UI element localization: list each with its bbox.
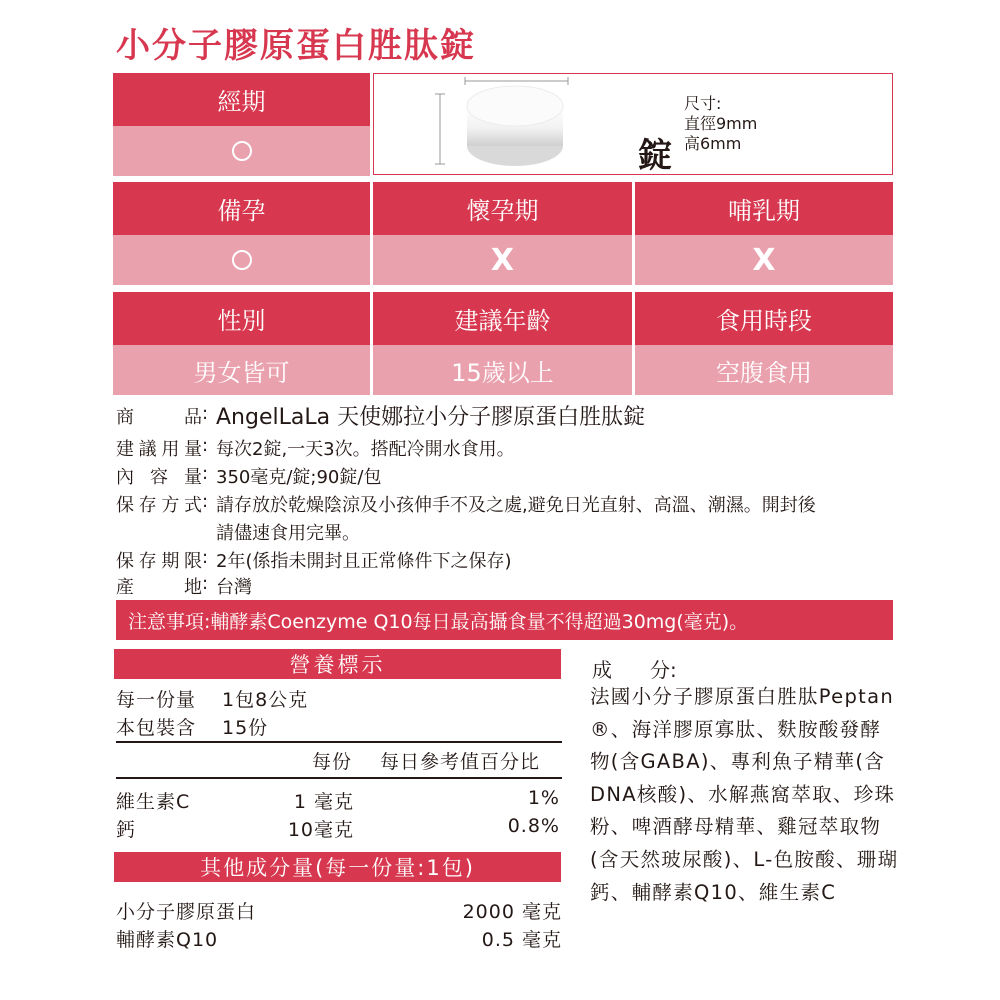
grid-gender-value: 男女皆可 xyxy=(113,345,370,395)
page-title: 小分子膠原蛋白胜肽錠 xyxy=(116,26,476,66)
tablet-height: 高6mm xyxy=(684,134,742,153)
grid-pregnancy-prep-value xyxy=(113,235,370,285)
ingredients-label: 成 分: xyxy=(592,658,677,682)
info-value: 350毫克/錠;90錠/包 xyxy=(216,467,382,488)
info-label: 內 容 量 xyxy=(116,467,202,488)
nutrient-amount: 1 毫克 xyxy=(293,791,354,813)
nutrient-name: 鈣 xyxy=(116,819,137,841)
serving-size-label: 每一份量 xyxy=(116,689,197,711)
info-row-content: 內 容 量 : 350毫克/錠;90錠/包 xyxy=(116,463,382,488)
info-label: 保 存 方 式 xyxy=(116,495,202,516)
serving-size-value: 1包8公克 xyxy=(222,689,309,711)
grid-breastfeeding-header: 哺乳期 xyxy=(635,182,893,235)
circle-icon xyxy=(232,250,252,270)
info-label: 商 品 xyxy=(116,407,202,428)
nutrient-name: 維生素C xyxy=(116,791,191,813)
info-value: 2年(係指未開封且正常條件下之保存) xyxy=(216,551,512,572)
ingredients-text: 法國小分子膠原蛋白胜肽Peptan®、海洋膠原寡肽、麩胺酸發酵物(含GABA)、專利魚子精華(含DNA核酸)、水解燕窩萃取、珍珠粉、啤酒酵母精華、雞冠萃取物(含天然玻尿酸)、L-色胺酸、珊瑚鈣、輔酵素Q10、維生素C xyxy=(590,685,899,904)
info-value: 每次2錠,一天3次。搭配冷開水食用。 xyxy=(216,439,515,460)
tablet-illustration xyxy=(374,74,893,175)
info-row-storage: 保 存 方 式 : 請存放於乾燥陰涼及小孩伸手不及之處,避免日光直射、高溫、潮濕。開封後 xyxy=(116,491,816,516)
divider xyxy=(116,777,562,779)
info-value: 請存放於乾燥陰涼及小孩伸手不及之處,避免日光直射、高溫、潮濕。開封後 xyxy=(216,495,816,516)
info-row-origin: 產 地 : 台灣 xyxy=(116,573,252,598)
info-label: 建 議 用 量 xyxy=(116,439,202,460)
nutrition-title: 營養標示 xyxy=(114,649,561,679)
tablet-size-label: 尺寸: xyxy=(684,94,722,113)
other-ingredient-name: 輔酵素Q10 xyxy=(116,929,219,951)
info-value: AngelLaLa 天使娜拉小分子膠原蛋白胜肽錠 xyxy=(216,405,646,430)
info-row-dosage: 建 議 用 量 : 每次2錠,一天3次。搭配冷開水食用。 xyxy=(116,435,515,460)
grid-gender-header: 性別 xyxy=(113,292,370,345)
info-row-product: 商 品 : AngelLaLa 天使娜拉小分子膠原蛋白胜肽錠 xyxy=(116,403,645,431)
grid-timing-header: 食用時段 xyxy=(635,292,893,345)
info-storage-continued: 請儘速食用完畢。 xyxy=(216,523,360,544)
info-row-shelf-life: 保 存 期 限 : 2年(係指未開封且正常條件下之保存) xyxy=(116,547,512,572)
nutrient-amount: 10毫克 xyxy=(287,819,354,841)
grid-age-value: 15歲以上 xyxy=(373,345,632,395)
grid-pregnancy-value: X xyxy=(373,235,632,285)
nutrient-daily-value: 1% xyxy=(527,787,560,809)
tablet-size-info xyxy=(684,94,757,154)
other-ingredient-amount: 2000 毫克 xyxy=(462,901,562,923)
tablet-diameter: 直徑9mm xyxy=(684,114,758,133)
grid-pregnancy-header: 懷孕期 xyxy=(373,182,632,235)
tablet-char: 錠 xyxy=(638,136,672,175)
info-value: 台灣 xyxy=(216,577,252,598)
grid-menstruation-header: 經期 xyxy=(113,73,370,126)
servings-label: 本包裝含 xyxy=(116,717,197,739)
other-ingredient-name: 小分子膠原蛋白 xyxy=(116,901,257,923)
grid-timing-value: 空腹食用 xyxy=(635,345,893,395)
info-label: 保 存 期 限 xyxy=(116,551,202,572)
info-label: 產 地 xyxy=(116,577,202,598)
grid-breastfeeding-value: X xyxy=(635,235,893,285)
col-daily-value: 每日參考值百分比 xyxy=(380,751,541,773)
col-per-serving: 每份 xyxy=(312,751,353,773)
other-ingredients-title: 其他成分量(每一份量:1包) xyxy=(114,852,561,882)
divider xyxy=(116,741,562,743)
other-ingredient-amount: 0.5 毫克 xyxy=(481,929,562,951)
grid-age-header: 建議年齡 xyxy=(373,292,632,345)
notice-banner: 注意事項:輔酵素Coenzyme Q10每日最高攝食量不得超過30mg(毫克)。 xyxy=(116,600,893,640)
grid-pregnancy-prep-header: 備孕 xyxy=(113,182,370,235)
grid-menstruation-value xyxy=(113,126,370,176)
servings-value: 15份 xyxy=(222,717,269,739)
tablet-image-panel xyxy=(373,73,893,175)
nutrient-daily-value: 0.8% xyxy=(507,815,560,837)
circle-icon xyxy=(232,141,252,161)
